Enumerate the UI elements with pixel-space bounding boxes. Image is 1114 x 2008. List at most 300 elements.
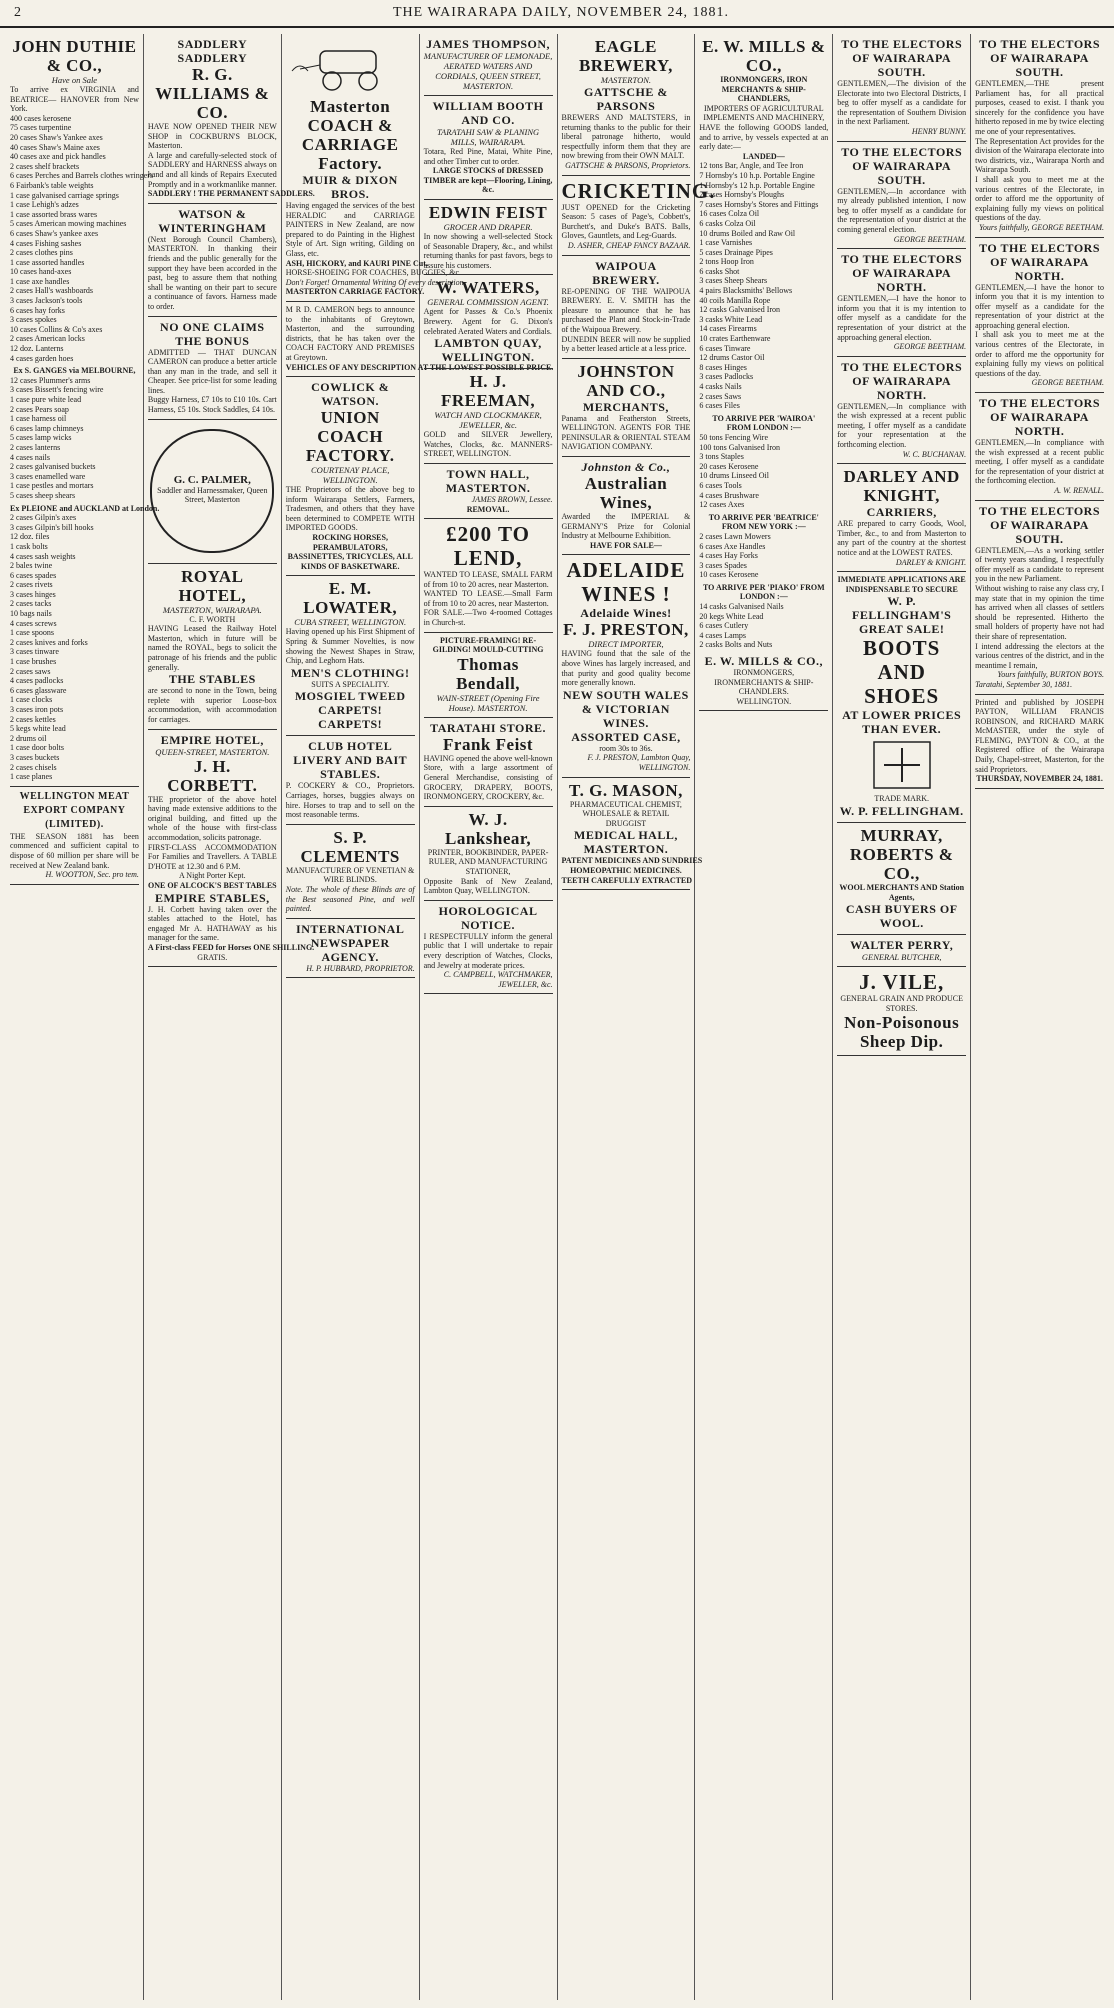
clements-ad [286, 825, 415, 919]
ad-title: JOHN DUTHIE & CO., [12, 37, 137, 75]
buchanan-address [837, 357, 966, 465]
ad-body: Awarded the IMPERIAL & GERMANY'S Prize for Colonial Industry at Melbourne Exhibition. [561, 512, 691, 541]
eagle-brewery-ad [562, 34, 691, 176]
list-item: 14 casks Galvanised Nails [699, 602, 784, 612]
ad-role: DIRECT IMPORTER, [588, 639, 664, 650]
ad-signature: Yours faithfully, GEORGE BEETHAM. [979, 222, 1104, 232]
ad-factory: MASTERTON CARRIAGE FACTORY. [285, 287, 425, 297]
list-item: 1 case spoons [10, 628, 54, 638]
item-list-3 [10, 513, 139, 782]
ad-subtitle-2: IMPORTERS OF AGRICULTURAL IMPLEMENTS AND MACHINERY, [703, 103, 825, 123]
nsw-wines: NEW SOUTH WALES & VICTORIAN WINES. [563, 687, 689, 730]
bendall-ad [424, 633, 553, 718]
ad-title: TO THE ELECTORS OF WAIRARAPA NORTH. [979, 396, 1100, 439]
ad-body: HAVE the following GOODS landed, and to arrive, by vessels expected at an early date:— [699, 122, 829, 152]
ad-title: TO THE ELECTORS OF WAIRARAPA SOUTH. [841, 37, 963, 79]
list-item: 10 drums Linseed Oil [699, 471, 769, 481]
ad-body: GENTLEMEN,—In compliance with the wish expressed at a recent public meeting, I offer myself as a candidate for the representation of your district at the forthcoming election. [975, 438, 1104, 486]
list-item: 2 cases tacks [10, 599, 52, 609]
ad-body-3: I intend addressing the electors at the various centres of the district, and in the meantime I remain, [975, 641, 1104, 670]
ad-body: In now showing a well-selected Stock of Seasonable Drapery, &c., and whilst returning thanks for past favors, begs to assure his customers. [423, 231, 553, 270]
perry-ad [837, 935, 966, 967]
ad-subtitle: MANUFACTURER OF LEMONADE, AERATED WATERS AND CORDIALS, QUEEN STREET, MASTERTON. [423, 51, 553, 91]
ad-body: Totara, Red Pine, Matai, White Pine, and other Timber cut to order. [423, 147, 553, 166]
ad-body: HAVING found that the sale of the above Wines has largely increased, and that purity and good quality become more generally known. [561, 649, 691, 688]
ad-body: P. COCKERY & CO., Proprietors. Carriages, horses, buggies always on hire. Horses to trap and to sell on the most reasonable terms. [285, 781, 415, 820]
ad-body: ADMITTED — THAT DUNCAN CAMERON can produce a better article than any man in the trade, and sell it Cheaper. See price-list for some leading lines. [147, 347, 277, 395]
list-item: 1 case Varnishes [699, 238, 753, 248]
ad-title: CLUB HOTEL LIVERY AND BAIT STABLES. [293, 739, 408, 782]
ad-subtitle: CARRIERS, [866, 505, 937, 520]
sheep-dip: Non-Poisonous Sheep Dip. [844, 1013, 960, 1052]
list-item: 1 cask bolts [10, 541, 48, 551]
ad-subtitle: CUBA STREET, WELLINGTON. [294, 617, 407, 628]
ad-title: CRICKETING. [561, 178, 716, 203]
column-4 [420, 34, 558, 2000]
list-item: 5 cases Drainage Pipes [699, 247, 773, 257]
ad-title: TO THE ELECTORS OF WAIRARAPA NORTH. [841, 359, 963, 402]
column-5 [558, 34, 716, 2000]
column-1 [6, 34, 160, 2000]
list-item: 4 cases Lamps [699, 630, 747, 640]
list-item: 6 cases Files [699, 401, 740, 411]
stables-title: THE STABLES [168, 672, 256, 687]
list-item: 20 cases Kerosene [699, 461, 759, 471]
list-item: 1 case pestles and mortars [10, 481, 94, 491]
list-item: 4 cases screws [10, 618, 57, 628]
alcock-table: ONE OF ALCOCK'S BEST TABLES [147, 880, 277, 890]
list-item: 3 cases buckets [10, 752, 60, 762]
suits-speciality: SUITS A SPECIALITY. [311, 679, 390, 689]
list-item: 1 case clocks [10, 695, 53, 705]
ad-body: GENTLEMEN,—In compliance with the wish expressed at a recent public meeting, I offer myself as a candidate for your representation at the forthcoming election. [837, 401, 967, 450]
list-item: 1 case assorted handles [10, 257, 85, 267]
list-item: 12 doz. files [10, 532, 50, 542]
list-item: 10 crates Earthenware [699, 334, 771, 344]
empire-stables-title: EMPIRE STABLES, [154, 890, 270, 905]
ad-large: LARGE STOCKS of DRESSED TIMBER are kept—Flooring, Lining, &c. [423, 166, 553, 195]
ad-body: THE proprietor of the above hotel having made extensive additions to the original building, and fitted up the whole of the house with first-class accommodation, solicits patronage. [147, 794, 277, 842]
ad-body-3: I shall ask you to meet me at the various centres of the Electorate, in order to afford me the opportunity of explaining fully my views on political questions of the day. [975, 174, 1104, 223]
ad-title: E. W. MILLS & CO., [702, 37, 826, 75]
ad-subtitle: PHARMACEUTICAL CHEMIST, WHOLESALE & RETAIL DRUGGIST [569, 799, 682, 828]
ad-body-2: I shall ask you to meet me at the various centres of the Electorate, in order to afford me the opportunity for explaining fully my views on political questions of the day. [975, 330, 1104, 378]
ad-subtitle: COURTENAY PLACE, WELLINGTON. [310, 465, 390, 486]
ad-title: WALTER PERRY, [850, 938, 954, 953]
ad-name: J. H. CORBETT. [167, 756, 258, 795]
ad-body: Opposite Bank of New Zealand, Lambton Quay, WELLINGTON. [423, 876, 553, 896]
ad-signature: DARLEY & KNIGHT. [895, 557, 967, 567]
trade-mark-label: TRADE MARK. [874, 794, 930, 804]
list-item: 4 cases padlocks [10, 676, 64, 686]
list-item: 2 bales twine [10, 561, 53, 571]
list-item: 10 cases hand-axes [10, 267, 72, 277]
column-2 [144, 34, 315, 2000]
item-list [699, 161, 828, 410]
meat-export-ad [10, 787, 139, 885]
list-item: 1 case axe handles [10, 276, 70, 286]
ad-subtitle: Have on Sale [51, 75, 98, 85]
ad-title: Frank Feist [443, 734, 534, 754]
ad-title: TOWN HALL, MASTERTON. [445, 466, 531, 495]
list-item: 12 doz. Lanterns [10, 344, 64, 354]
ad-kicker: TARATAHI STORE. [430, 720, 547, 735]
ad-signature: GEORGE BEETHAM. [893, 342, 967, 352]
list-item: 2 cases Lawn Mowers [699, 531, 771, 541]
freeman-ad [424, 369, 553, 464]
cricketing-ad [561, 176, 716, 256]
fellingham-ad [837, 572, 966, 823]
list-item: 1 case pure white lead [10, 395, 82, 404]
ad-name: F. J. PRESTON, [563, 620, 689, 640]
removal: REMOVAL. [466, 504, 510, 514]
ad-subtitle: MASTERTON, WAIRARAPA. [162, 604, 262, 615]
agency-ad [286, 919, 415, 979]
ad-body: HAVING opened the above well-known Store, with a large assortment of General Merchandise, consisting of GROCERY, DRAPERY, BOOTS, IRONMONGERY, CROCKERY, &c. [423, 753, 553, 802]
ad-kicker: PICTURE-FRAMING! RE-GILDING! MOULD-CUTTING [432, 635, 544, 655]
ad-title: TO THE ELECTORS OF WAIRARAPA NORTH. [841, 252, 963, 295]
list-item: 3 cases tinware [10, 647, 59, 657]
beetham-letter-north [975, 238, 1104, 394]
ad-title: WILLIAM BOOTH AND CO. [432, 99, 544, 127]
ad-title: W. WATERS, [436, 278, 540, 298]
list-item: 10 cases Kerosene [699, 570, 759, 580]
ad-title: TO THE ELECTORS OF WAIRARAPA SOUTH. [979, 503, 1100, 546]
ad-body: GENTLEMEN,—THE present Parliament has, for all practical purposes, ceased to exist. I thank you sincerely for the confidence you have hitherto reposed in me by twice electing me one of your representatives. [975, 79, 1104, 136]
list-item: 1 case galvanised carriage springs [10, 190, 119, 200]
ad-title: HOROLOGICAL NOTICE. [438, 903, 538, 932]
list-item: 1 case brushes [10, 657, 57, 667]
ad-signature: D. ASHER, CHEAP FANCY BAZAAR. [567, 240, 691, 250]
list-item: 6 cases Tinware [699, 343, 751, 353]
ad-title: Australian Wines, [584, 474, 668, 513]
list-item: 6 casks Shot [699, 266, 740, 276]
mens-clothing: MEN'S CLOTHING! [290, 665, 410, 680]
ad-signature: GEORGE BEETHAM. [1031, 378, 1104, 388]
list-item: 7 cases Hornsby's Stores and Fittings [699, 199, 819, 209]
ad-horse: HORSE-SHOEING FOR COACHES, BUGGIES, &c. [285, 268, 462, 278]
gratis-note: GRATIS. [197, 952, 228, 962]
ad-title: W. J. Lankshear, [445, 809, 532, 848]
ad-signature: F. J. PRESTON, Lambton Quay, WELLINGTON. [587, 753, 691, 772]
list-item: 2 cases saws [10, 666, 51, 676]
ad-body: Having engaged the services of the best HERALDIC and CARRIAGE PAINTERS in New Zealand, are now prepared to do Painting in the Highest Style of Art. Sign writing, Gilding on Glass, etc. [285, 201, 415, 258]
ad-kicker: Johnston & Co., [581, 460, 671, 475]
ad-title: S. P. CLEMENTS [300, 827, 400, 866]
ad-subtitle: Adelaide Wines! [580, 606, 672, 621]
list-item: 2 drums oil [10, 733, 47, 743]
list-item: 2 tons Hoop Iron [699, 257, 754, 267]
ad-subtitle: MERCHANTS, [582, 399, 669, 414]
ad-subtitle: GENERAL COMMISSION AGENT. [427, 297, 549, 308]
vile-ad [837, 967, 966, 1056]
list-item: 6 cases Axe Handles [699, 541, 766, 551]
ad-signature: GEORGE BEETHAM. [893, 234, 967, 244]
list-item: 3 cases spokes [10, 315, 57, 325]
johnston-ad [562, 359, 691, 457]
list-item: 10 drums Boiled and Raw Oil [699, 228, 796, 238]
ad-body: Panama and Featherston Streets, WELLINGTON. AGENTS FOR THE PENINSULAR & ORIENTAL STEAM NAVIGATION COMPANY. [561, 413, 691, 452]
list-item: 3 cases Bissett's fencing wire [10, 385, 104, 395]
ad-kicker: COWLICK & WATSON. [311, 380, 390, 409]
coach-illustration [290, 41, 410, 93]
night-porter: A Night Porter Kept. [178, 871, 246, 881]
list-item: 4 cases Fishing sashes [10, 238, 82, 248]
item-list-3 [699, 532, 828, 580]
ad-body: I RESPECTFULLY inform the general public that I will undertake to repair every description of Watches, Clocks, and Jewelry at moderate prices. [423, 931, 553, 970]
list-item: 1 case Lehigh's adzes [10, 200, 79, 210]
ad-signature: W. C. BUCHANAN. [902, 449, 967, 459]
list-item: 3 casks White Lead [699, 314, 763, 324]
ad-title: EAGLE BREWERY, [578, 37, 673, 75]
thompson-ad [424, 34, 553, 96]
australian-wines-ad [562, 457, 691, 555]
list-item: 5 cases sheep shears [10, 490, 76, 500]
list-item: 6 cases lamp chimneys [10, 423, 84, 433]
feed-note: A First-class FEED for Horses ONE SHILLING. [147, 942, 315, 952]
list-item: 2 cases knives and forks [10, 637, 88, 647]
list-item: 4 cases sash weights [10, 551, 76, 561]
mason-ad [561, 778, 703, 891]
ad-title: £200 TO LEND, [446, 522, 530, 571]
adelaide-wines-ad [562, 555, 691, 777]
ad-lowest: VEHICLES OF ANY DESCRIPTION AT THE LOWEST POSSIBLE PRICE. [285, 362, 554, 372]
wanted-1: WANTED TO LEASE, SMALL FARM of from 10 to 20 acres, near Masterton. [423, 570, 553, 589]
list-item: 1 case planes [10, 772, 53, 782]
wanted-2: WANTED TO LEASE.—Small Farm of from 10 to 20 acres, near Masterton. [423, 589, 553, 608]
ad-body: RE-OPENING OF THE WAIPOUA BREWERY. E. V. SMITH has the pleasure to announce that he has purchased the Plant and Stock-in-Trade of the Waipoua Brewery. [561, 286, 691, 334]
royal-hotel-ad [148, 564, 277, 730]
ad-title: R. G. WILLIAMS & CO. [155, 65, 270, 122]
list-item: 6 casks Colza Oil [699, 218, 756, 228]
oval-badge [150, 429, 274, 553]
ad-prices: Buggy Harness, £7 10s to £10 10s. Cart Harness, £5 10s. Stock Saddles, £4 10s. [147, 395, 277, 415]
boys-letter [975, 501, 1104, 695]
imprint-text: Printed and published by JOSEPH PAYTON, WILLIAM FRANCIS ROBINSON, and RICHARD MARK McMASTER, under the style of FLEMING, PAYTON & CO., at the Registered office of the Wairarapa Daily, Chapel-street, Masterton, for the said Proprietors. [975, 697, 1104, 774]
ad-signature: HENRY BUNNY. [911, 126, 967, 136]
ad-sub: SADDLERY ! THE PERMANENT SADDLERS. [147, 189, 315, 199]
ad-subtitle: GENERAL BUTCHER, [861, 952, 942, 963]
list-item: 50 tons Fencing Wire [699, 432, 769, 442]
ad-note: FIRST-CLASS ACCOMMODATION For Families and Travellers. A TABLE D'HOTE at 12.30 and 6 P.M. [147, 842, 277, 871]
ad-products: ROCKING HORSES, PERAMBULATORS, BASSINETTES, TRICYCLES, ALL KINDS OF BASKETWARE. [287, 533, 413, 571]
palmer-ad [148, 420, 277, 564]
list-item: 2 cases galvanised buckets [10, 462, 96, 472]
ad-title: Thomas Bendall, [456, 654, 521, 693]
item-list-4 [699, 602, 828, 650]
list-item: 2 cases Gilpin's axes [10, 513, 77, 523]
ad-date: Taratahi, September 30, 1881. [975, 679, 1073, 689]
ad-title: WAIPOUA BREWERY. [592, 258, 660, 287]
ad-body: Agent for Passes & Co.'s Phoenix Brewery. Agent for G. Dixon's celebrated Aerated Waters and Cordials. [423, 307, 553, 336]
ad-subtitle: WAIN-STREET (Opening Fire House). MASTERTON. [436, 692, 540, 713]
list-item: 4 cases garden hoes [10, 353, 74, 363]
patent-medicines: PATENT MEDICINES AND SUNDRIES [561, 856, 703, 866]
ad-title: NO ONE CLAIMS THE BONUS [160, 319, 265, 348]
list-item: 1 case harness oil [10, 414, 67, 424]
ad-intro: To arrive ex VIRGINIA and BEATRICE— HANOVER from New York. [10, 85, 139, 114]
ad-signature: A. W. RENALL. [1054, 486, 1104, 495]
list-item: 2 cases lanterns [10, 442, 61, 452]
list-item: 12 drums Castor Oil [699, 353, 765, 363]
beetham-letter-south [975, 34, 1104, 238]
list-item: 3 cases enamelled ware [10, 471, 86, 481]
list-item: 2 cases shelf brackets [10, 161, 80, 171]
page-title: THE WAIRARAPA DAILY, NOVEMBER 24, 1881. [392, 5, 730, 20]
list-item: 2 cases Saws [699, 391, 742, 401]
item-list-2 [10, 376, 139, 501]
ad-body: THE SEASON 1881 has been commenced and sufficient capital to dispose of 60 million per share will be received at New Zealand bank. [10, 831, 139, 870]
mosgiel-tweed: MOSGIEL TWEED [294, 689, 406, 704]
ad-signature-3: WELLINGTON. [736, 696, 792, 706]
list-item: 2 cases chisels [10, 762, 57, 772]
badge-text: Saddler and Harnessmaker, Queen Street, Masterton [157, 485, 268, 505]
ad-body: JUST OPENED for the Cricketing Season: 5 cases of Page's, Cobbett's, Burchett's, and Duke's BATS. Balls, Gloves, Gauntlets, and Leg-Guards. [561, 202, 691, 241]
ad-title: UNION COACH FACTORY. [305, 408, 395, 466]
ad-title: TO THE ELECTORS OF WAIRARAPA NORTH. [979, 240, 1100, 283]
stables-body: are second to none in the Town, being replete with superior Loose-box accommodation, with accommodation for carriages. [147, 686, 277, 724]
list-item: 14 cases Firearms [699, 324, 757, 334]
ad-body: GENTLEMEN,—The division of the Electorate into two Electoral Districts, I beg to offer myself as a candidate for the representation of Southern Division in the next Parliament. [837, 79, 967, 127]
ad-title: Masterton COACH & CARRIAGE Factory. [301, 97, 399, 173]
list-item: 2 cases clothes pins [10, 248, 73, 258]
ad-body: (Next Borough Council Chambers), MASTERTON. In thanking their friends and the public generally for the support they have been accorded in the past, beg to assure them that nothing shall be wanting on their part to secure a continuance of favors. Harness made to order. [147, 234, 277, 311]
list-item: 12 tons Bar, Angle, and Tee Iron [699, 161, 804, 171]
ad-body: Note. The whole of these Blinds are of the Best seasoned Pine, and well painted. [285, 884, 415, 914]
lend-ad [424, 519, 553, 633]
for-sale: FOR SALE.—Two 4-roomed Cottages in Church-st. [423, 608, 553, 628]
ad-title: MURRAY, ROBERTS & CO., [849, 826, 954, 883]
ad-subtitle: GROCER AND DRAPER. [443, 221, 533, 232]
ad-signature: C. CAMPBELL, WATCHMAKER, JEWELLER, &c. [443, 970, 553, 989]
ad-title: ROYAL HOTEL, [178, 566, 247, 605]
ad-signature: Yours faithfully, BURTON BOYS. [997, 670, 1104, 680]
arrive-heading: TO ARRIVE PER 'WAIROA' FROM LONDON :— [712, 413, 816, 433]
list-item: 3 cases Padlocks [699, 372, 754, 382]
columns [6, 34, 1108, 2000]
darley-knight-ad [837, 464, 966, 572]
list-item: 3 cases Jackson's tools [10, 296, 83, 306]
have-for-sale: HAVE FOR SALE— [590, 540, 662, 550]
list-item: 6 cases Perches and Barrels clothes wringers [10, 171, 154, 181]
list-item: 12 cases Axes [699, 500, 745, 510]
ad-body: THE Proprietors of the above beg to inform Wairarapa Settlers, Farmers, Tradesmen, and others that they have been determined to COMPETE WITH IMPORTED GOODS. [285, 485, 415, 533]
ad-title: JAMES THOMPSON, [426, 37, 551, 51]
list-item: 20 cases Shaw's Yankee axes [10, 132, 103, 142]
ad-signature: JAMES BROWN, Lessee. [471, 494, 553, 504]
list-item: 75 cases turpentine [10, 123, 72, 133]
great-sale: W. P. FELLINGHAM'S GREAT SALE! [852, 594, 952, 637]
lankshear-ad [424, 807, 553, 901]
bunny-address [837, 34, 966, 142]
list-item: 1 case door bolts [10, 743, 64, 753]
item-list [10, 113, 154, 363]
ad-title: J. VILE, [859, 970, 945, 995]
list-item: 4 cases Hay Forks [699, 551, 758, 561]
ad-title: EDWIN FEIST [428, 202, 548, 222]
list-item: 5 kegs white lead [10, 724, 66, 734]
list-item: 7 Hornsby's 10 h.p. Portable Engine [699, 170, 815, 180]
union-coach-ad [286, 377, 415, 576]
ad-title: ADELAIDE WINES ! [566, 558, 686, 607]
booth-ad [424, 96, 553, 200]
badge-name: G. C. PALMER, [173, 474, 251, 487]
list-item: 12 cases Plummer's arms [10, 375, 91, 385]
williams-ad [147, 34, 315, 204]
page-number: 2 [14, 5, 22, 20]
list-item: 10 bags nails [10, 609, 52, 619]
ad-body: CASH BUYERS OF WOOL. [845, 902, 958, 931]
ad-firm: MUIR & DIXON BROS. [302, 173, 398, 201]
ad-title: T. G. MASON, [569, 780, 683, 800]
list-item: 4 casks Nails [699, 382, 742, 391]
ad-body: GENTLEMEN,—I have the honor to inform you that it is my intention to offer myself as a candidate for the representation of your district at the approaching general election. [975, 282, 1104, 330]
item-list-2 [699, 433, 828, 510]
town-hall-ad [424, 464, 553, 519]
homeopathic: HOMEOPATHIC MEDICINES. [570, 865, 682, 875]
column-7 [833, 34, 971, 2000]
assorted-case: ASSORTED CASE, [571, 729, 681, 744]
list-item: 10 cases Collins & Co's axes [10, 324, 103, 334]
ad-timber: ASH, HICKORY, and KAURI PINE Cut. [285, 258, 428, 268]
ad-location: LAMBTON QUAY, WELLINGTON. [434, 336, 542, 365]
boots-shoes: BOOTS AND SHOES [863, 636, 941, 709]
ad-subtitle: TARATAHI SAW & PLANING MILLS, WAIRARAPA. [436, 127, 540, 147]
list-item: 2 cases Hall's washboards [10, 286, 93, 296]
list-item: 2 cases Hornsby's Ploughs [699, 190, 785, 200]
ad-body-2: The Representation Act provides for the division of the Wairarapa electorate into two districts, viz., Wairarapa North and Wairarapa South. [975, 136, 1104, 175]
beetham-address-north [837, 249, 966, 357]
landed-heading: LANDED— [742, 151, 785, 161]
ad-body: GOLD and SILVER Jewellery, Watches, Clocks, &c. MANNERS-STREET, WELLINGTON. [423, 430, 553, 459]
ad-subtitle: QUEEN-STREET, MASTERTON. [155, 746, 270, 757]
ad-body: A large and carefully-selected stock of SADDLERY and HARNESS always on hand and all kinds of Repairs Executed Promptly and in a workmanlike manner. [147, 150, 277, 189]
ad-body: GENTLEMEN,—As a working settler of twenty years standing, I respectfully offer myself as a candidate to represent you in the new Parliament. [975, 545, 1104, 584]
list-item: 4 pairs Blacksmiths' Bellows [699, 286, 793, 296]
list-item: 6 cases spades [10, 570, 57, 580]
cameron-ad [148, 317, 277, 420]
list-item: 100 tons Galvanised Iron [699, 442, 781, 452]
carpets: CARPETS! CARPETS! [318, 703, 383, 732]
list-item: 6 cases Cutlery [699, 621, 749, 631]
ad-title: WELLINGTON MEAT EXPORT COMPANY (LIMITED). [19, 790, 130, 830]
medical-hall: MEDICAL HALL, MASTERTON. [574, 828, 678, 857]
ad-body: ARE prepared to carry Goods, Wool, Timber, &c., to and from Masterton to any part of the country at the shortest notice and at the LOWEST RATES. [837, 519, 967, 558]
murray-roberts-ad [837, 823, 966, 935]
horological-ad [424, 901, 553, 995]
ad-subtitle: GENERAL GRAIN AND PRODUCE STORES. [840, 994, 963, 1013]
list-item: 6 cases Shaw's yankee axes [10, 228, 99, 238]
ad-signature: H. P. HUBBARD, PROPRIETOR. [306, 963, 415, 973]
list-item: 40 coils Manilla Rope [699, 295, 771, 305]
ad-lead: HAVE NOW OPENED THEIR NEW SHOP in COCKBURN'S BLOCK, Masterton. [147, 122, 277, 151]
mills-ad [699, 34, 828, 711]
muir-dixon-ad [285, 34, 466, 302]
imprint-date: THURSDAY, NOVEMBER 24, 1881. [976, 774, 1103, 784]
ad-subtitle: MANUFACTURER OF VENETIAN & WIRE BLINDS. [286, 865, 415, 885]
list-item: 40 cases Shaw's Maine axes [10, 142, 100, 152]
list-item: 1 Hornsby's 12 h.p. Portable Engine [699, 180, 815, 190]
ad-subtitle: WATCH AND CLOCKMAKER, JEWELLER, &c. [434, 410, 542, 431]
masthead [0, 0, 1114, 28]
ad-signature: E. W. MILLS & CO., [704, 654, 823, 669]
ad-subtitle: MASTERTON. [600, 75, 652, 85]
list-item: 12 casks Galvanised Iron [699, 305, 781, 315]
list-item: 40 cases axe and pick handles [10, 152, 106, 162]
ad-proprietor: C. F. WORTH [189, 614, 236, 624]
ad-motto: Don't Forget! Ornamental Writing Of every description. [285, 277, 466, 287]
duthie-ad [10, 34, 160, 787]
